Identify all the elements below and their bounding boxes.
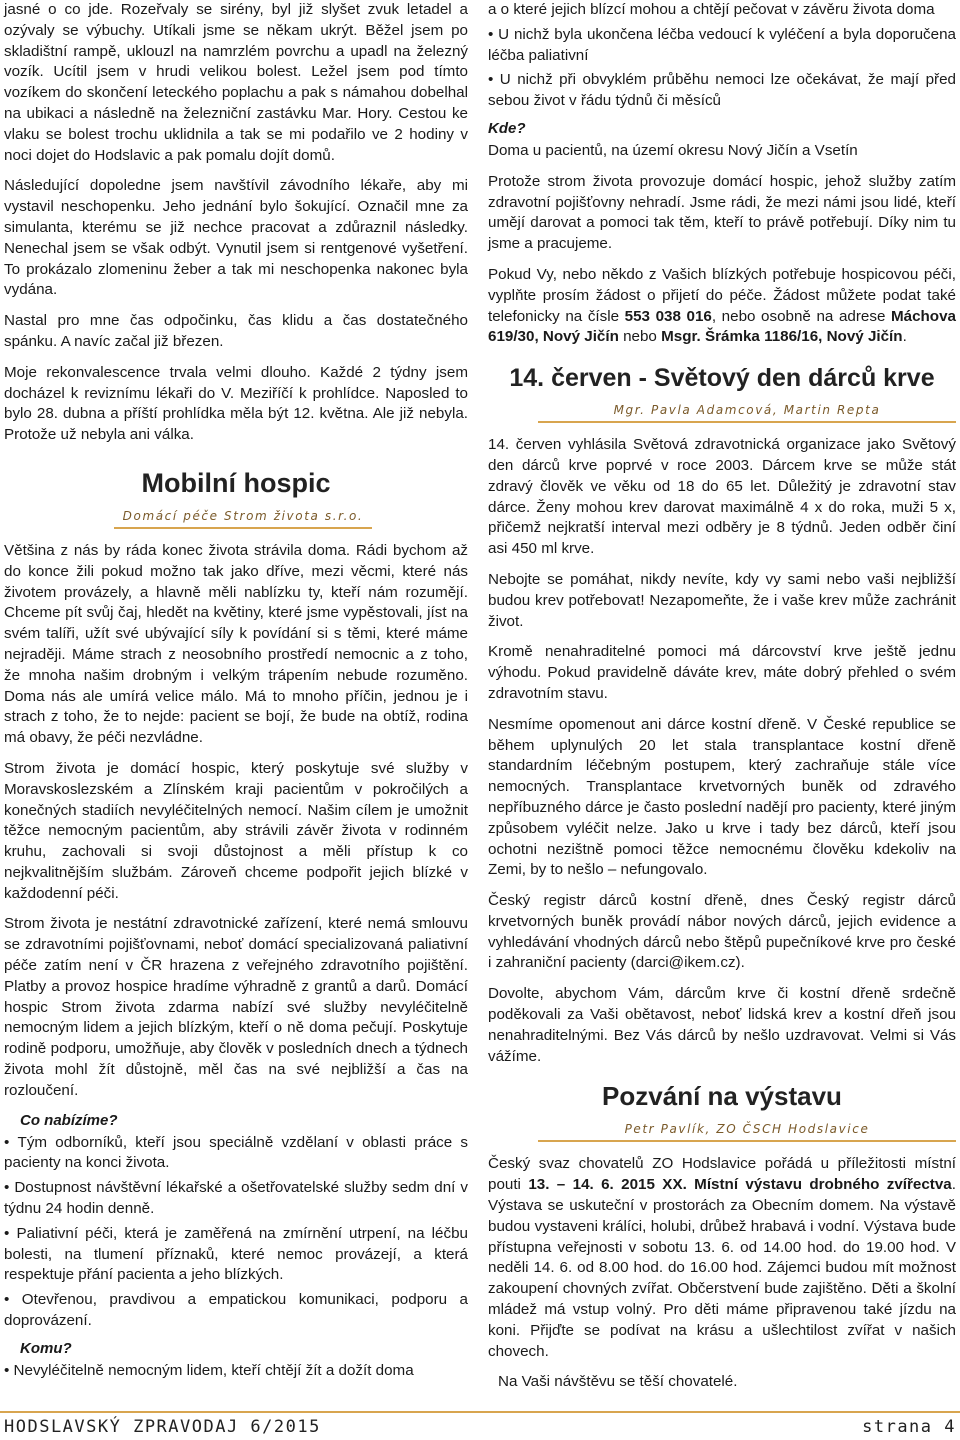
address-sramka: Msgr. Šrámka 1186/16, Nový Jičín xyxy=(661,328,903,346)
komu-continuation: a o které jejich blízcí mohou a chtějí pečovat v závěru života doma xyxy=(488,1,935,18)
co-nabizime-heading: Co nabízíme? xyxy=(20,1111,118,1129)
vystava-paragraph-1 xyxy=(488,1154,956,1362)
strom-paragraph: Protože strom života provozuje domácí hospic, jehož služby zatím zdravotní pojišťovny nehradí. Jsme rádi, že mezi námi jsou lidé, kteří umějí darovat a pomoci tak těm, kteří to právě potřebují. Díky nim tu jsme a pracujeme. xyxy=(488,172,956,253)
darcu-paragraph-2: Nebojte se pomáhat, nikdy nevíte, kdy vy sami nebo vaši nejbližší budou krev potřebovat! Nezapomeňte, že i vaše krev může zachránit život. xyxy=(488,570,956,630)
darcu-paragraph-4: Nesmíme opomenout ani dárce kostní dřeně. V České republice se během uplynulých 20 let stala transplantace kostní dřeně standardním léčebným postupem, který zachraňuje stále více nemocných. Transplantace krvetvorných buněk od zdravého nepříbuzného dárce je často poslední nadějí pro pacienty, které jiným způsobem vyléčit nelze. Jako u krve i tady bez dárců, kteří jsou ochotni nezištně pomoci těžce nemocnému člověku kdekoliv na Zemi, by to nešlo – nefungovalo. xyxy=(488,715,956,879)
page-number: strana 4 xyxy=(862,1417,956,1437)
kde-text: Doma u pacientů, na území okresu Nový Jičín a Vsetín xyxy=(488,141,858,159)
komu-list-continued xyxy=(488,25,956,112)
contact-text: , nebo osobně na adrese xyxy=(711,307,891,325)
intro-paragraph-1: jasné o co jde. Rozeřvaly se sirény, byl již slyšet zvuk letadel a ozývaly se výbuchy. Utíkali jsme se někam ukrýt. Běžel jsem po skladištní rampě, uklouzl na namrzlém povrchu a upadl na železný vozík. Ucítil jsem v hrudi velikou bolest. Ležel jsem pod tímto vozíkem do skončení leteckého poplachu a pak s námahou dobelhal na ubikaci a následně na železniční zastávku Mar. Hory. Cestou ke vlaku se bolest trochu uklidnila a tak se mi podařilo ve 2 hodiny v noci dojet do Hodslavic a pak pomalu dojít domů. xyxy=(4,1,468,164)
list-item: • U nichž při obvyklém průběhu nemoci lze očekávat, že mají před sebou život v řádu týdnů či měsíců xyxy=(488,70,956,112)
contact-text: Pokud Vy, nebo někdo z Vašich blízkých potřebuje hospicovou péči, vyplňte prosím žádost o přijetí do péče. Žádost můžete podat také telefonicky na čísle xyxy=(488,265,956,325)
darcu-byline: Mgr. Pavla Adamcová, Martin Repta xyxy=(538,401,956,423)
darcu-paragraph-1: 14. červen vyhlásila Světová zdravotnická organizace jako Světový den dárců krve poprvé v roce 2003. Dárcem krve se může stát zdravý člověk ve věku od 18 do 65 let. Důležitý je zdravotní stav dárce. Ženy mohou krev darovat maximálně 4 x do roka, muži 5 x, přičemž nejkratší interval mezi odběry je 8 týdnů. Jeden odběr činí asi 450 ml krve. xyxy=(488,436,956,558)
intro-paragraph-3: Nastal pro mne čas odpočinku, čas klidu a čas dostatečného spánku. A navíc začal již březen. xyxy=(4,312,468,350)
newsletter-title: HODSLAVSKÝ ZPRAVODAJ 6/2015 xyxy=(4,1417,321,1437)
list-item: • U nichž byla ukončena léčba vedoucí k vyléčení a byla doporučena léčba paliativní xyxy=(488,25,956,67)
darcu-paragraph-5: Český registr dárců kostní dřeně, dnes Český registr dárců krvetvorných buněk provádí nábor nových dárců, jejich evidence a vyhledávání vhodných dárců nebo štěpů pupečníkové krve pro české i zahraniční pacienty (darci@ikem.cz). xyxy=(488,892,956,972)
darcu-paragraph-3: Kromě nenahraditelné pomoci má dárcovství krve ještě jednu výhodu. Pokud pravidelně dáváte krev, máte dobrý přehled o svém zdravotním stavu. xyxy=(488,643,956,702)
hospic-title: Mobilní hospic xyxy=(141,467,331,498)
page-footer xyxy=(0,1411,960,1440)
intro-paragraph-4: Moje rekonvalescence trvala velmi dlouho. Každé 2 týdny jsem docházel k reviznímu lékaři do V. Meziříčí k prohlídce. Naposled to bylo 28. dubna a příští prohlídka měla být 12. května. Ale již nebyla. Protože už nebyla ani válka. xyxy=(4,363,468,444)
hospic-paragraph-1: Většina z nás by ráda konec života strávila doma. Rádi bychom až do konce žili pokud možno tak jako dříve, mezi věcmi, které nás životem provázely, a hlavně měli nablízku ty, kteří nám rozumějí. Chceme pít svůj čaj, hledět na květiny, které jsme vypěstovali, jíst na svém talíři, užít své ubývající síly k povídání si s těmi, které máme nejraději. Máme strach z neosobního prostředí nemocnic a z toho, že mnoha našim drobným i velkým trápením nebude rozuměno. Doma nás ale umírá velice málo. Má to mnoho příčin, jednou je i strach z toho, že to nejde: pacient se bojí, že bude na obtíž, rodina má obavy, že péči nezvládne. xyxy=(4,541,468,747)
darcu-title: 14. červen - Světový den dárců krve xyxy=(509,364,935,393)
vystava-date-highlight: 13. – 14. 6. 2015 XX. Místní výstavu drobného zvířectva xyxy=(528,1176,952,1194)
hospic-paragraph-3: Strom života je nestátní zdravotnické zařízení, které nemá smlouvu se zdravotními pojišťovnami, neboť domácí specializovaná paliativní péče zatím není v ČR hrazena z veřejného zdravotního pojištění. Platby a provoz hospice hradíme výhradně z grantů a darů. Domácí hospic Strom života zdarma nabízí své služby nevyléčitelně nemocným lidem a jejich blízkým, kteří o ně doma pečují. Poskytuje rodině podporu, umožňuje, aby člověk v posledních dnech a týdnech života mohl žít důstojně, měl čas na své nejbližší a čas na rozloučení. xyxy=(4,915,468,1099)
list-item: • Tým odborníků, kteří jsou speciálně vzdělaní v oblasti práce s pacienty na konci života. xyxy=(4,1133,468,1175)
kde-heading: Kde? xyxy=(488,119,526,137)
hospic-paragraph-2: Strom života je domácí hospic, který poskytuje své služby v Moravskoslezském a Zlínském kraji pacientům v pokročilých a konečných stadiích nevyléčitelných nemocí. Našim cílem je umožnit těžce nemocným pacientům, aby strávili závěr života v rodinném kruhu, zachovali si svoji důstojnost a měli přístup k co nejkvalitnějším službám. Zároveň chceme podpořit jejich blízké v každodenní péči. xyxy=(4,759,468,902)
hospic-byline: Domácí péče Strom života s.r.o. xyxy=(114,507,372,529)
vystava-title: Pozvání na výstavu xyxy=(602,1081,842,1112)
vystava-text: . Výstava se uskuteční v prostorách za Obecním domem. Na výstavě budou vystaveni králíci, holubi, drůbež hrabavá i vodní. Výstava bude přístupna veřejnosti v sobotu 13. 6. od 14.00 hod. do 19.00 hod. V neděli 14. 6. od 8.00 hod. do 16.00 hod. Zájemci budou mít možnost zakoupení chovných zvířat. Občerstvení bude zajištěno. Děti a školní mládež má vstup volný. Pro děti máme připravenou také jízdu na koni. Přijďte se podívat na krásu a ušlechtilost zvířat v našich chovech. xyxy=(488,1176,956,1360)
left-column xyxy=(4,0,468,1390)
list-item: • Nevyléčitelně nemocným lidem, kteří chtějí žít a dožít doma xyxy=(4,1361,468,1382)
contact-text: nebo xyxy=(618,328,662,346)
co-nabizime-list xyxy=(4,1133,468,1332)
vystava-byline: Petr Pavlík, ZO ČSCH Hodslavice xyxy=(538,1120,956,1142)
contact-paragraph xyxy=(488,265,956,348)
komu-list xyxy=(4,1361,468,1382)
list-item: • Otevřenou, pravdivou a empatickou komunikaci, podporu a doprovázení. xyxy=(4,1290,468,1332)
darcu-paragraph-6: Dovolte, abychom Vám, dárcům krve či kostní dřeně srdečně poděkovali za Vaši obětavost, neboť lidská krev a kostní dřeň jsou nenahraditelnými. Bez Vás dárců by nešlo uzdravovat. Velmi si Vás vážíme. xyxy=(488,985,956,1065)
right-column xyxy=(488,0,956,1403)
vystava-paragraph-2: Na Vaši návštěvu se těší chovatelé. xyxy=(498,1373,738,1391)
komu-heading: Komu? xyxy=(20,1339,72,1357)
vystava-text: Český svaz chovatelů ZO Hodslavice pořádá u příležitosti místní pouti xyxy=(488,1155,956,1194)
list-item: • Dostupnost návštěvní lékařské a ošetřovatelské služby sedm dní v týdnu 24 hodin denně. xyxy=(4,1178,468,1220)
contact-text: . xyxy=(902,328,907,346)
address-novy-jicin: Máchova 619/30, Nový Jičín xyxy=(488,307,956,346)
intro-paragraph-2: Následující dopoledne jsem navštívil závodního lékaře, aby mi vystavil neschopenku. Jeho jednání bylo šokující. Označil mne za simulanta, kterému se již nechce pracovat a zdůraznil následky. Nenechal jsem se však odbýt. Vynutil jsem si rentgenové vyšetření. To prokázalo zlomeninu žeber a tak mi neschopenka nakonec byla vydána. xyxy=(4,177,468,299)
phone-number: 553 038 016 xyxy=(624,307,712,325)
list-item: • Paliativní péči, která je zaměřená na zmírnění utrpení, na léčbu bolesti, na tlumení příznaků, které nemoc provázejí, a která respektuje přání pacienta a jeho blízkých. xyxy=(4,1224,468,1286)
